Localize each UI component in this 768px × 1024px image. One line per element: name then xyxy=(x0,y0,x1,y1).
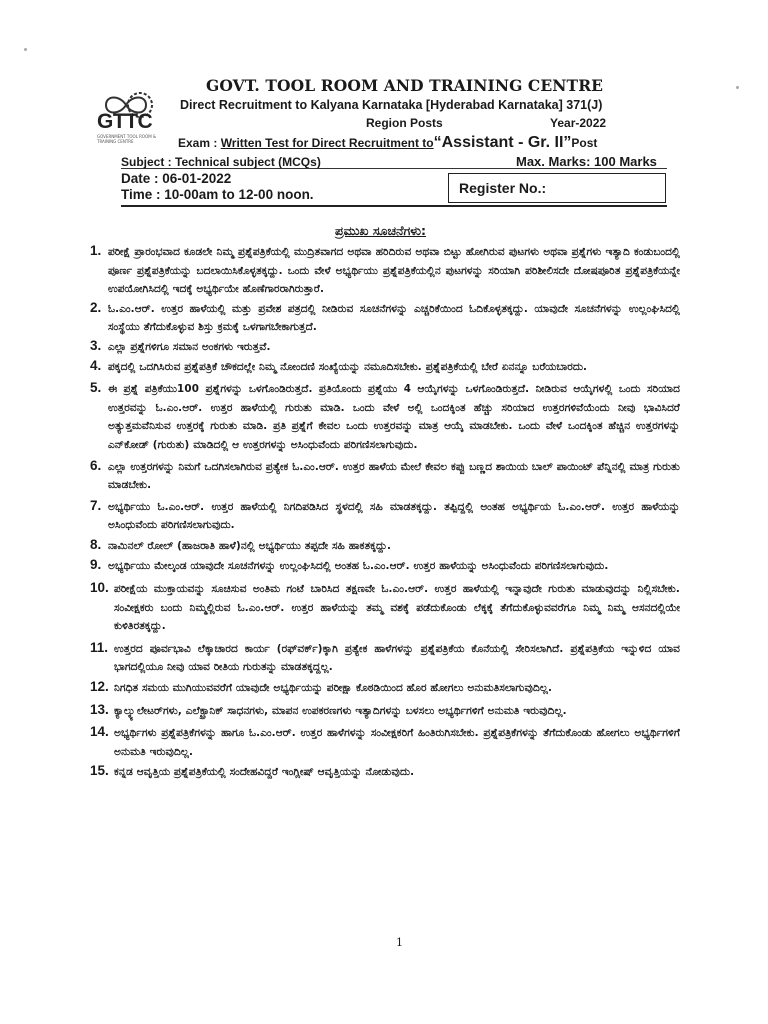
instruction-item xyxy=(90,702,680,721)
instruction-text: ಪರೀಕ್ಷೆಯ ಮುಕ್ತಾಯವನ್ನು ಸೂಚಿಸುವ ಅಂತಿಮ ಗಂಟೆ ಬಾರಿಸಿದ ತಕ್ಷಣವೇ ಓ.ಎಂ.ಆರ್. ಉತ್ತರ ಹಾಳೆಯಲ್ಲಿ ಇನ್ನಾವುದೇ ಗುರುತು ಮಾಡುವುದನ್ನು ನಿಲ್ಲಿಸಬೇಕು. ಸಂವೀಕ್ಷಕರು ಬಂದು ನಿಮ್ಮಲ್ಲಿರುವ ಓ.ಎಂ.ಆರ್. ಉತ್ತರ ಹಾಳೆಯನ್ನು ತಮ್ಮ ವಶಕ್ಕೆ ಪಡೆದುಕೊಂಡು ಲೆಕ್ಕಕ್ಕೆ ತೆಗೆದುಕೊಳ್ಳುವವರೆಗೂ ನಿಮ್ಮ ನಿಮ್ಮ ಆಸನದಲ್ಲಿಯೇ ಕುಳಿತಿರತಕ್ಕದ್ದು. xyxy=(114,583,680,633)
instruction-number: 14. xyxy=(90,724,109,740)
instruction-item xyxy=(90,380,680,454)
subject-label: Subject : Technical subject (MCQs) xyxy=(121,155,321,169)
instructions-heading: ಪ್ರಮುಖ ಸೂಚನೆಗಳು: xyxy=(335,223,427,238)
exam-post-name: “Assistant - Gr. II” xyxy=(433,134,572,151)
instruction-text: ಉತ್ತರದ ಪೂರ್ವಭಾವಿ ಲೆಕ್ಕಾಚಾರದ ಕಾರ್ಯ (ರಫ್‌ವರ್ಕ್)ಕ್ಕಾಗಿ ಪ್ರತ್ಯೇಕ ಹಾಳೆಗಳನ್ನು ಪ್ರಶ್ನೆಪತ್ರಿಕೆಯ ಕೊನೆಯಲ್ಲಿ ಸೇರಿಸಲಾಗಿದೆ. ಪ್ರಶ್ನೆಪತ್ರಿಕೆಯ ಇನ್ನುಳಿದ ಯಾವ ಭಾಗದಲ್ಲಿಯೂ ನೀವು ಯಾವ ರೀತಿಯ ಗುರುತನ್ನು ಮಾಡತಕ್ಕದ್ದಲ್ಲ. xyxy=(114,642,680,674)
scan-speck xyxy=(24,48,27,51)
page-number: 1 xyxy=(396,936,403,949)
instruction-number: 5. xyxy=(90,380,102,396)
instructions-list xyxy=(90,243,680,782)
logo-text: GTTC xyxy=(97,110,153,133)
recruitment-line: Direct Recruitment to Kalyana Karnataka [Hyderabad Karnataka] 371(J) xyxy=(180,98,603,112)
instruction-text: ನಾಮಿನಲ್ ರೋಲ್ (ಹಾಜರಾತಿ ಹಾಳೆ)ನಲ್ಲಿ ಅಭ್ಯರ್ಥಿಯು ತಪ್ಪದೇ ಸಹಿ ಹಾಕತಕ್ಕದ್ದು. xyxy=(108,539,392,552)
register-number-label: Register No.: xyxy=(459,180,547,196)
instruction-number: 1. xyxy=(90,243,102,258)
instruction-item xyxy=(90,580,680,636)
exam-line xyxy=(178,134,597,152)
instruction-text: ಕನ್ನಡ ಆವೃತ್ತಿಯ ಪ್ರಶ್ನೆಪತ್ರಿಕೆಯಲ್ಲಿ ಸಂದೇಹವಿದ್ದರೆ ಇಂಗ್ಲೀಷ್ ಆವೃತ್ತಿಯನ್ನು ನೋಡುವುದು. xyxy=(114,766,415,779)
instruction-item xyxy=(90,679,680,698)
year-label: Year-2022 xyxy=(550,116,607,130)
instruction-number: 13. xyxy=(90,701,109,717)
instruction-number: 10. xyxy=(90,580,109,596)
instruction-number: 12. xyxy=(90,679,109,695)
organization-title: GOVT. TOOL ROOM AND TRAINING CENTRE xyxy=(206,76,604,95)
scan-speck xyxy=(736,86,739,89)
instruction-number: 4. xyxy=(90,357,102,373)
instruction-text: ಪಕ್ಕದಲ್ಲಿ ಒದಗಿಸಿರುವ ಪ್ರಶ್ನೆಪತ್ರಿಕೆ ಚೌಕದಲ್ಲೇ ನಿಮ್ಮ ನೋಂದಣಿ ಸಂಖ್ಯೆಯನ್ನು ನಮೂದಿಸಬೇಕು. ಪ್ರಶ್ನೆಪತ್ರಿಕೆಯಲ್ಲಿ ಬೇರೆ ಏನನ್ನೂ ಬರೆಯಬಾರದು. xyxy=(108,360,588,373)
instruction-item xyxy=(90,724,680,761)
exam-post-suffix: Post xyxy=(571,136,598,150)
instruction-item xyxy=(90,338,680,357)
header-divider xyxy=(121,168,667,169)
instruction-text: ಅಭ್ಯರ್ಥಿಗಳು ಪ್ರಶ್ನೆಪತ್ರಿಕೆಗಳನ್ನು ಹಾಗೂ ಓ.ಎಂ.ಆರ್. ಉತ್ತರ ಹಾಳೆಗಳನ್ನು ಸಂವೀಕ್ಷಕರಿಗೆ ಹಿಂತಿರುಗಿಸಬೇಕು. ಪ್ರಶ್ನೆಪತ್ರಿಕೆಗಳನ್ನು ತೆಗೆದುಕೊಂಡು ಹೋಗಲು ಅಭ್ಯರ್ಥಿಗಳಿಗೆ ಅನುಮತಿ ಇರುವುದಿಲ್ಲ. xyxy=(114,727,680,758)
instruction-item xyxy=(90,358,680,377)
header-bottom-divider xyxy=(121,205,667,207)
instruction-number: 9. xyxy=(90,556,102,572)
instruction-number: 7. xyxy=(90,497,102,513)
exam-date: Date : 06-01-2022 xyxy=(121,171,232,186)
region-label: Region Posts xyxy=(366,116,443,130)
instruction-item xyxy=(90,458,680,495)
instruction-text: ಎಲ್ಲಾ ಪ್ರಶ್ನೆಗಳಿಗೂ ಸಮಾನ ಅಂಕಗಳು ಇರುತ್ತವೆ. xyxy=(108,340,271,353)
exam-prefix: Exam : xyxy=(178,136,221,150)
instruction-text: ಓ.ಎಂ.ಆರ್. ಉತ್ತರ ಹಾಳೆಯಲ್ಲಿ ಮತ್ತು ಪ್ರವೇಶ ಪತ್ರದಲ್ಲಿ ನೀಡಿರುವ ಸೂಚನೆಗಳನ್ನು ಎಚ್ಚರಿಕೆಯಿಂದ ಓದಿಕೊಳ್ಳತಕ್ಕದ್ದು. ಯಾವುದೇ ಸೂಚನೆಗಳನ್ನು ಉಲ್ಲಂಘಿಸಿದಲ್ಲಿ ಸಂಸ್ಥೆಯು ತೆಗೆದುಕೊಳ್ಳುವ ಶಿಸ್ತು ಕ್ರಮಕ್ಕೆ ಒಳಗಾಗಬೇಕಾಗುತ್ತದೆ. xyxy=(108,302,680,334)
instruction-number: 6. xyxy=(90,457,102,473)
instruction-text: ಎಲ್ಲಾ ಉತ್ತರಗಳನ್ನು ನಿಮಗೆ ಒದಗಿಸಲಾಗಿರುವ ಪ್ರತ್ಯೇಕ ಓ.ಎಂ.ಆರ್. ಉತ್ತರ ಹಾಳೆಯ ಮೇಲೆ ಕೇವಲ ಕಪ್ಪು ಬಣ್ಣದ ಶಾಯಿಯ ಬಾಲ್ ಪಾಯಿಂಟ್ ಪೆನ್ನಿನಲ್ಲಿ ಮಾತ್ರ ಗುರುತು ಮಾಡಬೇಕು. xyxy=(108,460,680,492)
instruction-item xyxy=(90,498,680,535)
register-number-box[interactable] xyxy=(448,173,666,203)
max-marks-label: Max. Marks: 100 Marks xyxy=(516,154,657,169)
instruction-item xyxy=(90,557,680,576)
exam-description: Written Test for Direct Recruitment to xyxy=(220,136,434,150)
instruction-text: ಅಭ್ಯರ್ಥಿಯು ಮೇಲ್ಕಂಡ ಯಾವುದೇ ಸೂಚನೆಗಳನ್ನು ಉಲ್ಲಂಘಿಸಿದಲ್ಲಿ ಅಂತಹ ಓ.ಎಂ.ಆರ್. ಉತ್ತರ ಹಾಳೆಯನ್ನು ಅಸಿಂಧುವೆಂದು ಪರಿಗಣಿಸಲಾಗುವುದು. xyxy=(108,559,609,572)
instruction-number: 11. xyxy=(90,639,109,655)
instruction-text: ನಿಗಧಿತ ಸಮಯ ಮುಗಿಯುವವರೆಗೆ ಯಾವುದೇ ಅಭ್ಯರ್ಥಿಯನ್ನು ಪರೀಕ್ಷಾ ಕೊಠಡಿಯಿಂದ ಹೊರ ಹೋಗಲು ಅನುಮತಿಸಲಾಗುವುದಿಲ್ಲ. xyxy=(114,682,553,695)
instruction-number: 15. xyxy=(90,763,109,779)
instruction-item xyxy=(90,537,680,556)
instruction-item xyxy=(90,640,680,677)
instruction-text: ಕ್ಯಾಲ್ಕ್ಯುಲೇಟರ್‌ಗಳು, ಎಲೆಕ್ಟ್ರಾನಿಕ್ ಸಾಧನಗಳು, ಮಾಪನ ಉಪಕರಣಗಳು ಇತ್ಯಾದಿಗಳನ್ನು ಬಳಸಲು ಅಭ್ಯರ್ಥಿಗಳಿಗೆ ಅನುಮತಿ ಇರುವುದಿಲ್ಲ. xyxy=(114,704,567,717)
instruction-item xyxy=(90,300,680,337)
exam-time: Time : 10-00am to 12-00 noon. xyxy=(121,187,314,202)
logo-subtext: GOVERNMENT TOOL ROOM & TRAINING CENTRE xyxy=(97,134,157,144)
instruction-number: 2. xyxy=(90,299,102,315)
instruction-number: 8. xyxy=(90,536,102,552)
instruction-text: ಪರೀಕ್ಷೆ ಪ್ರಾರಂಭವಾದ ಕೂಡಲೇ ನಿಮ್ಮ ಪ್ರಶ್ನೆಪತ್ರಿಕೆಯಲ್ಲಿ ಮುದ್ರಿತವಾಗದ ಅಥವಾ ಹರಿದಿರುವ ಅಥವಾ ಬಿಟ್ಟು ಹೋಗಿರುವ ಪುಟಗಳು ಅಥವಾ ಪ್ರಶ್ನೆಗಳು ಇತ್ಯಾದಿ ಕಂಡುಬಂದಲ್ಲಿ ಪೂರ್ಣ ಪ್ರಶ್ನೆಪತ್ರಿಕೆಯನ್ನು ಬದಲಾಯಿಸಿಕೊಳ್ಳತಕ್ಕದ್ದು. ಒಂದು ವೇಳೆ ಅಭ್ಯರ್ಥಿಯು ಪ್ರಶ್ನೆಪತ್ರಿಕೆಯಲ್ಲಿನ ಪುಟಗಳನ್ನು ಸರಿಯಾಗಿ ಪರಿಶೀಲಿಸದೇ ದೋಷಪೂರಿತ ಪ್ರಶ್ನೆಪತ್ರಿಕೆಯನ್ನೇ ಉಪಯೋಗಿಸಿದಲ್ಲಿ ಇದಕ್ಕೆ ಅಭ್ಯರ್ಥಿಯೇ ಹೊಣೆಗಾರರಾಗಿರುತ್ತಾರೆ. xyxy=(108,246,680,296)
instruction-text: ಈ ಪ್ರಶ್ನೆ ಪತ್ರಿಕೆಯು100 ಪ್ರಶ್ನೆಗಳನ್ನು ಒಳಗೊಂಡಿರುತ್ತದೆ. ಪ್ರತಿಯೊಂದು ಪ್ರಶ್ನೆಯು 4 ಆಯ್ಕೆಗಳನ್ನು ಒಳಗೊಂಡಿರುತ್ತದೆ. ನೀಡಿರುವ ಆಯ್ಕೆಗಳಲ್ಲಿ ಒಂದು ಸರಿಯಾದ ಉತ್ತರವನ್ನು ಓ.ಎಂ.ಆರ್. ಉತ್ತರ ಹಾಳೆಯಲ್ಲಿ ಗುರುತು ಮಾಡಿ. ಒಂದು ವೇಳೆ ಅಲ್ಲಿ ಒಂದಕ್ಕಿಂತ ಹೆಚ್ಚು ಸರಿಯಾದ ಉತ್ತರಗಳಿವೆಯೆಂದು ನೀವು ಭಾವಿಸಿದರೆ ಅತ್ಯುತ್ತಮವೆನಿಸುವ ಉತ್ತರಕ್ಕೆ ಗುರುತು ಮಾಡಿ. ಪ್ರತಿ ಪ್ರಶ್ನೆಗೆ ಕೇವಲ ಒಂದು ಉತ್ತರವನ್ನು ಮಾತ್ರ ಆಯ್ಕೆ ಮಾಡಬೇಕು. ಒಂದು ವೇಳೆ ಒಂದಕ್ಕಿಂತ ಹೆಚ್ಚಿನ ಉತ್ತರಗಳನ್ನು ಎನ್‌ಕೋಡ್ (ಗುರುತು) ಮಾಡಿದಲ್ಲಿ ಆ ಉತ್ತರಗಳನ್ನು ಅಸಿಂಧುವೆಂದು ಪರಿಗಣಿಸಲಾಗುವುದು. xyxy=(108,383,680,451)
instruction-text: ಅಭ್ಯರ್ಥಿಯು ಓ.ಎಂ.ಆರ್. ಉತ್ತರ ಹಾಳೆಯಲ್ಲಿ ನಿಗದಿಪಡಿಸಿದ ಸ್ಥಳದಲ್ಲಿ ಸಹಿ ಮಾಡತಕ್ಕದ್ದು. ತಪ್ಪಿದ್ದಲ್ಲಿ ಅಂತಹ ಅಭ್ಯರ್ಥಿಯ ಓ.ಎಂ.ಆರ್. ಉತ್ತರ ಹಾಳೆಯನ್ನು ಅಸಿಂಧುವೆಂದು ಪರಿಗಣಿಸಲಾಗುವುದು. xyxy=(108,500,680,532)
instruction-item xyxy=(90,763,680,782)
instruction-item xyxy=(90,243,680,299)
instruction-number: 3. xyxy=(90,337,102,353)
